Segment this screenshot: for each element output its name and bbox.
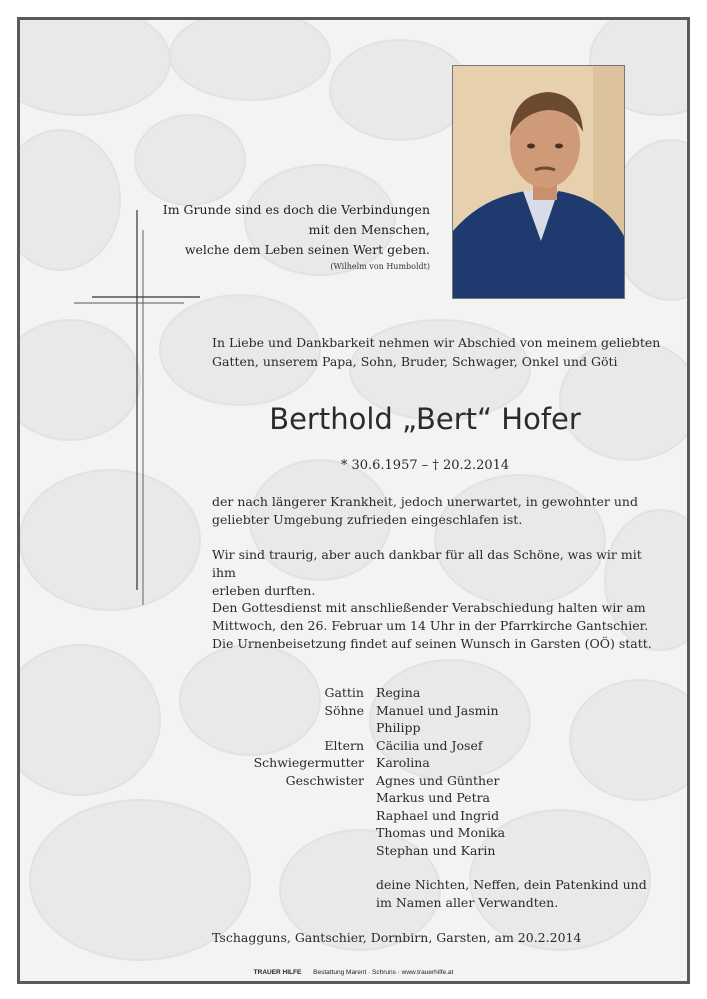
family-relation: Söhne: [324, 702, 364, 718]
family-member: Markus und Petra: [376, 790, 491, 805]
paragraph-line: Die Urnenbeisetzung findet auf seinen Wunsch in Garsten (OÖ) statt.: [212, 636, 652, 651]
obituary-card: [17, 17, 690, 984]
family-relation: Eltern: [324, 737, 364, 753]
family-member: Regina: [376, 685, 421, 700]
family-row: [180, 754, 640, 772]
paragraph-service: [212, 599, 662, 653]
family-member: Philipp: [376, 720, 421, 735]
family-member: Raphael und Ingrid: [376, 807, 500, 823]
family-member: Agnes und Günther: [376, 772, 500, 788]
family-relation: Gattin: [324, 685, 364, 700]
deceased-name: Berthold „Bert“ Hofer: [269, 402, 581, 436]
paragraph-line: erleben durften.: [212, 583, 316, 598]
family-list: [180, 684, 640, 859]
family-row: [180, 702, 640, 737]
quote-line: welche dem Leben seinen Wert geben.: [184, 242, 430, 257]
family-member: Karolina: [376, 755, 430, 770]
family-row: [180, 684, 640, 702]
quote-line: mit den Menschen,: [308, 222, 430, 237]
family-member: Thomas und Monika: [376, 825, 506, 840]
footer-brand: TRAUER HILFE: [253, 969, 302, 976]
family-member: Manuel und Jasmin: [376, 702, 499, 718]
portrait-photo: [452, 65, 625, 299]
paragraph-line: geliebter Umgebung zufrieden eingeschlafen ist.: [212, 512, 523, 527]
life-dates: * 30.6.1957 – † 20.2.2014: [340, 458, 510, 473]
family-relation: Geschwister: [285, 772, 364, 788]
family-member: Cäcilia und Josef: [376, 737, 483, 753]
paragraph-line: Den Gottesdienst mit anschließender Verabschiedung halten wir am: [212, 600, 646, 615]
footer: [20, 969, 687, 976]
paragraph-line: der nach längerer Krankheit, jedoch unerwartet, in gewohnter und: [212, 494, 638, 509]
quote-line: Im Grunde sind es doch die Verbindungen: [162, 202, 430, 217]
closing-line: deine Nichten, Neffen, dein Patenkind und: [376, 877, 647, 892]
footer-text: Bestattung Marent · Schruns · www.trauerhilfe.at: [313, 969, 454, 976]
paragraph-line: Mittwoch, den 26. Februar um 14 Uhr in der Pfarrkirche Gantschier.: [212, 618, 649, 633]
family-relation: Schwiegermutter: [253, 755, 364, 770]
intro-line: Gatten, unserem Papa, Sohn, Bruder, Schwager, Onkel und Göti: [212, 354, 618, 369]
family-member: Stephan und Karin: [376, 842, 496, 858]
quote-author: (Wilhelm von Humboldt): [330, 262, 430, 271]
paragraph-gratitude: [212, 546, 662, 600]
family-row: [180, 772, 640, 860]
closing-relatives: [376, 876, 676, 912]
paragraph-passing: [212, 493, 662, 529]
closing-line: im Namen aller Verwandten.: [376, 895, 559, 910]
intro-line: In Liebe und Dankbarkeit nehmen wir Abschied von meinem geliebten: [212, 335, 661, 350]
intro-text: [212, 333, 662, 371]
quote: [140, 200, 430, 274]
paragraph-line: Wir sind traurig, aber auch dankbar für all das Schöne, was wir mit ihm: [212, 547, 642, 580]
family-row: [180, 737, 640, 755]
place-and-date: Tschagguns, Gantschier, Dornbirn, Garsten, am 20.2.2014: [212, 930, 582, 945]
